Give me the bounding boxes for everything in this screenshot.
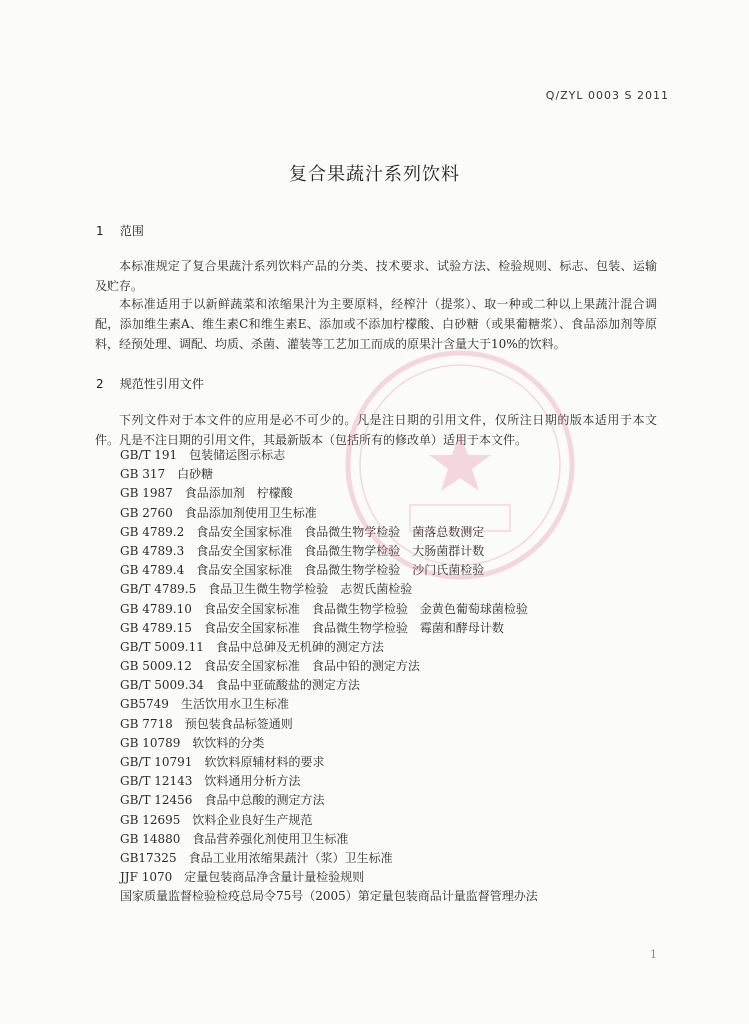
reference-item: GB 4789.10 食品安全国家标准 食品微生物学检验 金黄色葡萄球菌检验	[120, 601, 528, 616]
reference-item: GB 10789 软饮料的分类	[120, 735, 265, 750]
reference-item: GB/T 12143 饮料通用分析方法	[120, 774, 301, 789]
page-number: 1	[650, 948, 657, 961]
section-1-title: 范围	[119, 224, 144, 238]
reference-item: GB/T 4789.5 食品卫生微生物学检验 志贺氏菌检验	[120, 582, 413, 597]
section-1-number: 1	[96, 224, 104, 238]
reference-item: GB 317 白砂糖	[120, 467, 214, 482]
reference-item: GB17325 食品工业用浓缩果蔬汁（浆）卫生标准	[120, 850, 393, 865]
section-1-heading	[96, 222, 144, 239]
reference-item: GB 12695 饮料企业良好生产规范	[120, 812, 313, 827]
reference-item: GB 4789.4 食品安全国家标准 食品微生物学检验 沙门氏菌检验	[120, 563, 485, 578]
reference-item: GB 4789.2 食品安全国家标准 食品微生物学检验 菌落总数测定	[120, 524, 485, 539]
reference-item: GB/T 10791 软饮料原辅材料的要求	[120, 755, 325, 769]
section-2-heading	[96, 375, 204, 392]
reference-item: GB 4789.3 食品安全国家标准 食品微生物学检验 大肠菌群计数	[120, 543, 485, 558]
reference-item: GB/T 12456 食品中总酸的测定方法	[120, 793, 325, 808]
reference-item: GB 14880 食品营养强化剂使用卫生标准	[120, 831, 349, 846]
reference-item: GB/T 191 包装储运图示标志	[120, 448, 286, 462]
reference-item: GB 5009.12 食品安全国家标准 食品中铅的测定方法	[120, 659, 420, 674]
reference-item: 国家质量监督检验检疫总局令75号（2005）第定量包装商品计量监督管理办法	[120, 889, 538, 904]
section-2-number: 2	[96, 377, 104, 391]
scope-paragraph-2: 本标准适用于以新鲜蔬菜和浓缩果汁为主要原料，经榨汁（提浆）、取一种或二种以上果蔬汁混合调配，添加维生素A、维生素C和维生素E、添加或不添加柠檬酸、白砂糖（或果葡糖浆）、食品添加剂等原料，经预处理、调配、均质、杀菌、灌装等工艺加工而成的原果汁含量大于10%的饮料。	[95, 297, 657, 351]
section-2-title: 规范性引用文件	[119, 377, 204, 391]
standard-code: Q/ZYL 0003 S 2011	[545, 89, 669, 102]
reference-item: JJF 1070 定量包装商品净含量计量检验规则	[120, 870, 365, 885]
reference-item: GB5749 生活饮用水卫生标准	[120, 697, 289, 712]
references-intro: 下列文件对于本文件的应用是必不可少的。凡是注日期的引用文件，仅所注日期的版本适用于本文件。凡是不注日期的引用文件，其最新版本（包括所有的修改单）适用于本文件。	[95, 413, 657, 447]
reference-item: GB 2760 食品添加剂使用卫生标准	[120, 505, 317, 520]
document-title: 复合果蔬汁系列饮料	[289, 164, 460, 185]
reference-item: GB/T 5009.34 食品中亚硫酸盐的测定方法	[120, 678, 360, 693]
reference-item: GB 4789.15 食品安全国家标准 食品微生物学检验 霉菌和酵母计数	[120, 620, 504, 635]
reference-item: GB/T 5009.11 食品中总砷及无机砷的测定方法	[120, 639, 384, 654]
scope-paragraph-1: 本标准规定了复合果蔬汁系列饮料产品的分类、技术要求、试验方法、检验规则、标志、包装、运输及贮存。	[95, 259, 657, 293]
reference-list	[120, 446, 538, 907]
reference-item: GB 7718 预包装食品标签通则	[120, 716, 293, 731]
reference-item: GB 1987 食品添加剂 柠檬酸	[120, 486, 293, 501]
